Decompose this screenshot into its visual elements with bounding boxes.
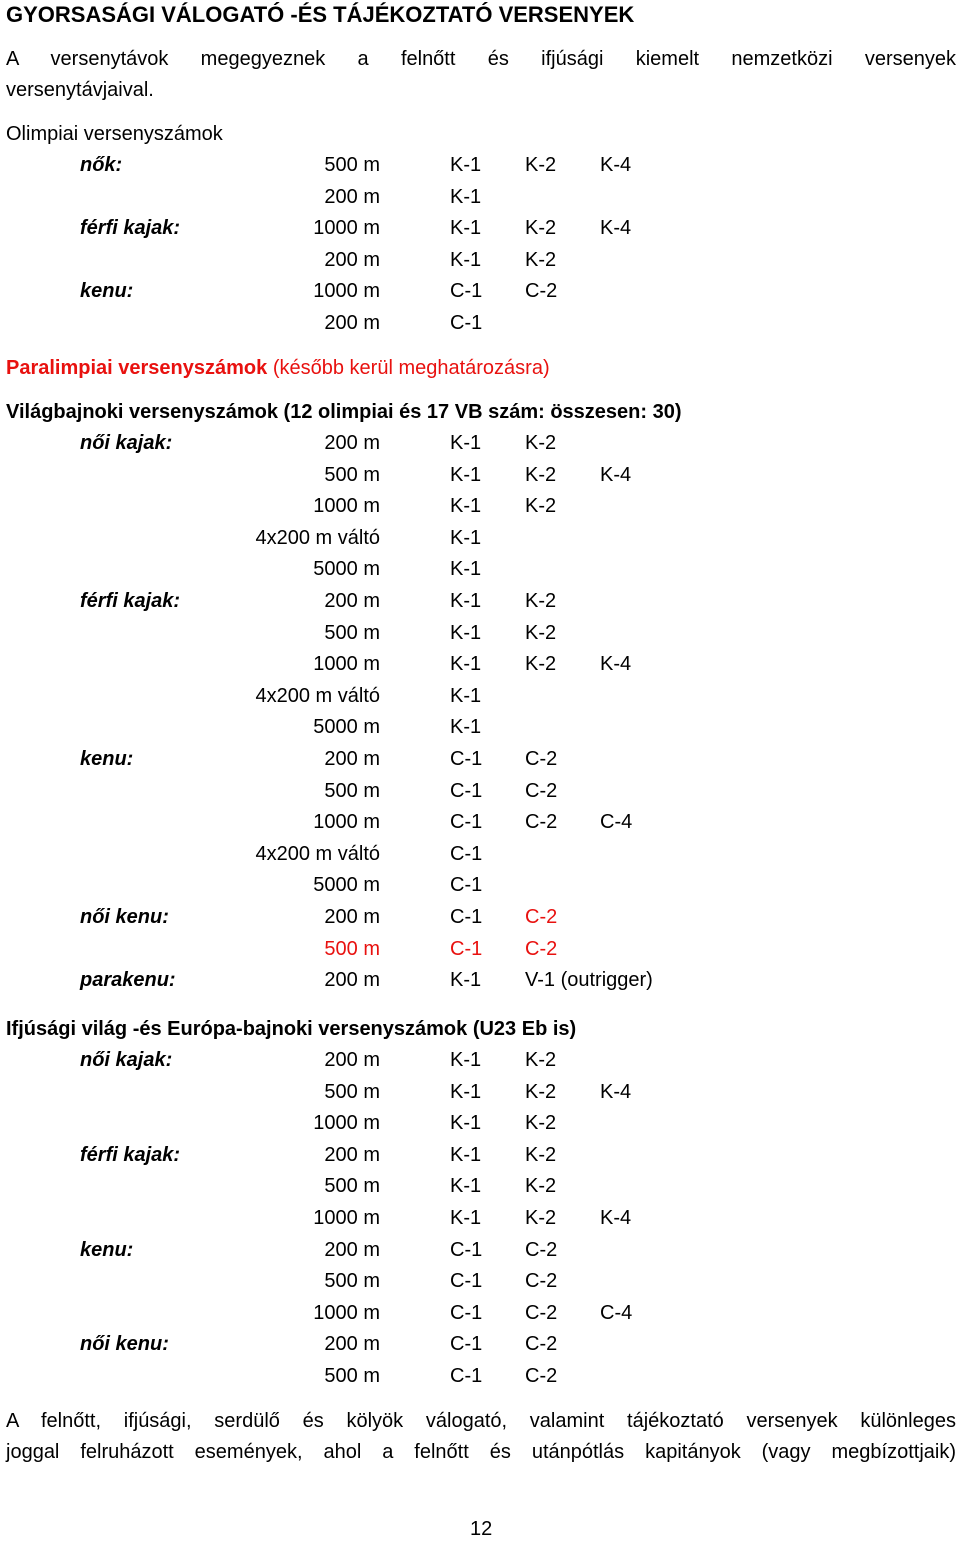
boat-class-cell: K-4 <box>600 154 632 176</box>
boat-class-cell: K-2 <box>525 1175 557 1198</box>
event-row <box>0 748 960 780</box>
event-row <box>0 622 960 654</box>
boat-class-cell: K-2 <box>525 1112 557 1135</box>
boat-class-cell: K-1 <box>450 621 482 644</box>
boat-class-cell: K-1 <box>450 526 482 549</box>
event-row <box>0 716 960 748</box>
distance-cell: 200 m <box>324 1143 380 1166</box>
category-label: férfi kajak: <box>80 590 181 612</box>
paralympic-heading-note: (később kerül meghatározásra) <box>267 357 550 379</box>
boat-class-cell: K-1 <box>450 558 482 581</box>
distance-cell: 500 m <box>324 1365 380 1387</box>
page-number: 12 <box>470 1518 493 1540</box>
distance-cell: 200 m <box>324 1049 380 1071</box>
event-row <box>0 312 960 344</box>
distance-cell: 200 m <box>324 248 380 271</box>
boat-class-cell: C-1 <box>450 1270 483 1293</box>
page-title: GYORSASÁGI VÁLOGATÓ -ÉS TÁJÉKOZTATÓ VERSENYEK <box>6 2 635 27</box>
boat-class-cell: K-2 <box>525 154 557 176</box>
distance-cell: 5000 m <box>313 558 380 581</box>
distance-cell: 500 m <box>324 937 380 960</box>
event-row <box>0 186 960 218</box>
boat-class-cell: C-2 <box>525 906 558 928</box>
boat-class-cell: C-1 <box>450 280 483 303</box>
event-row <box>0 249 960 281</box>
event-row <box>0 969 960 1001</box>
boat-class-cell: V-1 (outrigger) <box>525 969 653 992</box>
boat-class-cell: K-1 <box>450 653 482 676</box>
boat-class-cell: K-2 <box>525 495 557 518</box>
boat-class-cell: K-2 <box>525 1049 557 1071</box>
event-row <box>0 843 960 875</box>
boat-class-cell: C-1 <box>450 1301 483 1324</box>
event-row <box>0 154 960 186</box>
distance-cell: 1000 m <box>313 1301 380 1324</box>
event-row <box>0 1302 960 1334</box>
intro-line-1: A versenytávok megegyeznek a felnőtt és ifjúsági kiemelt nemzetközi versenyek <box>6 48 956 70</box>
boat-class-cell: K-2 <box>525 217 557 240</box>
category-label: férfi kajak: <box>80 1143 181 1166</box>
boat-class-cell: K-2 <box>525 1143 557 1166</box>
distance-cell: 5000 m <box>313 874 380 897</box>
event-row <box>0 1270 960 1302</box>
boat-class-cell: C-1 <box>450 842 483 865</box>
boat-class-cell: K-1 <box>450 248 482 271</box>
boat-class-cell: C-1 <box>450 1238 483 1261</box>
distance-cell: 200 m <box>324 1333 380 1356</box>
paralympic-heading-bold: Paralimpiai versenyszámok <box>6 357 268 379</box>
event-row <box>0 874 960 906</box>
boat-class-cell: C-2 <box>525 280 558 303</box>
category-label: női kajak: <box>80 1049 173 1071</box>
paralympic-heading <box>6 357 550 380</box>
boat-class-cell: C-1 <box>450 1365 483 1387</box>
boat-class-cell: C-1 <box>450 906 483 928</box>
olympic-heading: Olimpiai versenyszámok <box>6 123 223 145</box>
distance-cell: 1000 m <box>313 280 380 303</box>
intro-paragraph <box>6 44 956 106</box>
distance-cell: 200 m <box>324 969 380 992</box>
category-label: női kenu: <box>80 906 169 928</box>
event-row <box>0 558 960 590</box>
category-label: kenu: <box>80 748 134 770</box>
boat-class-cell: K-1 <box>450 1175 482 1198</box>
distance-cell: 500 m <box>324 779 380 802</box>
boat-class-cell: C-1 <box>450 779 483 802</box>
category-label: kenu: <box>80 1238 134 1261</box>
event-row <box>0 780 960 812</box>
event-row <box>0 653 960 685</box>
event-row <box>0 1175 960 1207</box>
event-row <box>0 1365 960 1397</box>
boat-class-cell: K-1 <box>450 217 482 240</box>
distance-cell: 4x200 m váltó <box>255 842 380 865</box>
boat-class-cell: K-2 <box>525 590 557 612</box>
boat-class-cell: K-1 <box>450 716 482 739</box>
distance-cell: 1000 m <box>313 1112 380 1135</box>
boat-class-cell: K-1 <box>450 1080 482 1103</box>
distance-cell: 5000 m <box>313 716 380 739</box>
boat-class-cell: K-2 <box>525 432 557 454</box>
boat-class-cell: K-1 <box>450 154 482 176</box>
boat-class-cell: K-2 <box>525 653 557 676</box>
worlds-heading: Világbajnoki versenyszámok (12 olimpiai és 17 VB szám: összesen: 30) <box>6 401 682 423</box>
distance-cell: 4x200 m váltó <box>255 526 380 549</box>
distance-cell: 1000 m <box>313 1207 380 1229</box>
boat-class-cell: K-2 <box>525 463 557 486</box>
boat-class-cell: C-2 <box>525 811 558 834</box>
category-label: női kenu: <box>80 1333 169 1356</box>
boat-class-cell: K-4 <box>600 1080 632 1103</box>
boat-class-cell: K-2 <box>525 248 557 271</box>
boat-class-cell: K-1 <box>450 495 482 518</box>
distance-cell: 500 m <box>324 621 380 644</box>
boat-class-cell: C-2 <box>525 1270 558 1293</box>
boat-class-cell: K-2 <box>525 1207 557 1229</box>
boat-class-cell: K-4 <box>600 217 632 240</box>
boat-class-cell: K-1 <box>450 463 482 486</box>
distance-cell: 200 m <box>324 312 380 334</box>
boat-class-cell: C-2 <box>525 1365 558 1387</box>
event-row <box>0 1081 960 1113</box>
event-row <box>0 464 960 496</box>
event-row <box>0 938 960 970</box>
distance-cell: 1000 m <box>313 217 380 240</box>
boat-class-cell: C-1 <box>450 937 483 960</box>
boat-class-cell: K-1 <box>450 969 482 992</box>
boat-class-cell: C-1 <box>450 1333 483 1356</box>
youth-heading: Ifjúsági világ -és Európa-bajnoki versenyszámok (U23 Eb is) <box>6 1018 577 1040</box>
boat-class-cell: K-4 <box>600 653 632 676</box>
event-row <box>0 685 960 717</box>
event-row <box>0 495 960 527</box>
outro-paragraph <box>6 1406 956 1468</box>
event-row <box>0 1239 960 1271</box>
boat-class-cell: C-2 <box>525 748 558 770</box>
distance-cell: 1000 m <box>313 811 380 834</box>
event-row <box>0 811 960 843</box>
boat-class-cell: K-4 <box>600 1207 632 1229</box>
boat-class-cell: K-1 <box>450 185 482 208</box>
category-label: nők: <box>80 154 123 176</box>
event-row <box>0 1333 960 1365</box>
distance-cell: 200 m <box>324 1238 380 1261</box>
boat-class-cell: K-4 <box>600 463 632 486</box>
distance-cell: 200 m <box>324 590 380 612</box>
event-row <box>0 590 960 622</box>
distance-cell: 200 m <box>324 432 380 454</box>
boat-class-cell: C-2 <box>525 937 558 960</box>
category-label: női kajak: <box>80 432 173 454</box>
event-row <box>0 280 960 312</box>
boat-class-cell: C-1 <box>450 811 483 834</box>
distance-cell: 500 m <box>324 1175 380 1198</box>
distance-cell: 500 m <box>324 463 380 486</box>
distance-cell: 500 m <box>324 154 380 176</box>
boat-class-cell: C-2 <box>525 1238 558 1261</box>
boat-class-cell: K-1 <box>450 590 482 612</box>
boat-class-cell: K-1 <box>450 1207 482 1229</box>
event-row <box>0 217 960 249</box>
boat-class-cell: K-1 <box>450 1112 482 1135</box>
boat-class-cell: K-1 <box>450 1143 482 1166</box>
event-row <box>0 1049 960 1081</box>
boat-class-cell: C-1 <box>450 312 483 334</box>
boat-class-cell: K-1 <box>450 684 482 707</box>
boat-class-cell: K-2 <box>525 621 557 644</box>
category-label: férfi kajak: <box>80 217 181 240</box>
event-row <box>0 1144 960 1176</box>
distance-cell: 200 m <box>324 748 380 770</box>
boat-class-cell: K-1 <box>450 432 482 454</box>
outro-line-1: A felnőtt, ifjúsági, serdülő és kölyök válogató, valamint tájékoztató versenyek különleges <box>6 1410 956 1432</box>
distance-cell: 500 m <box>324 1080 380 1103</box>
boat-class-cell: C-1 <box>450 748 483 770</box>
event-row <box>0 432 960 464</box>
boat-class-cell: C-4 <box>600 1301 633 1324</box>
distance-cell: 200 m <box>324 185 380 208</box>
distance-cell: 500 m <box>324 1270 380 1293</box>
event-row <box>0 527 960 559</box>
category-label: parakenu: <box>80 969 176 992</box>
distance-cell: 1000 m <box>313 653 380 676</box>
event-row <box>0 1207 960 1239</box>
distance-cell: 1000 m <box>313 495 380 518</box>
event-row <box>0 1112 960 1144</box>
category-label: kenu: <box>80 280 134 303</box>
event-row <box>0 906 960 938</box>
outro-line-2: joggal felruházott események, ahol a felnőtt és utánpótlás kapitányok (vagy megbízottjaik) <box>6 1441 956 1463</box>
boat-class-cell: C-4 <box>600 811 633 834</box>
boat-class-cell: C-1 <box>450 874 483 897</box>
distance-cell: 200 m <box>324 906 380 928</box>
boat-class-cell: C-2 <box>525 779 558 802</box>
boat-class-cell: C-2 <box>525 1333 558 1356</box>
distance-cell: 4x200 m váltó <box>255 684 380 707</box>
boat-class-cell: K-1 <box>450 1049 482 1071</box>
boat-class-cell: K-2 <box>525 1080 557 1103</box>
intro-line-2: versenytávjaival. <box>6 79 154 101</box>
boat-class-cell: C-2 <box>525 1301 558 1324</box>
